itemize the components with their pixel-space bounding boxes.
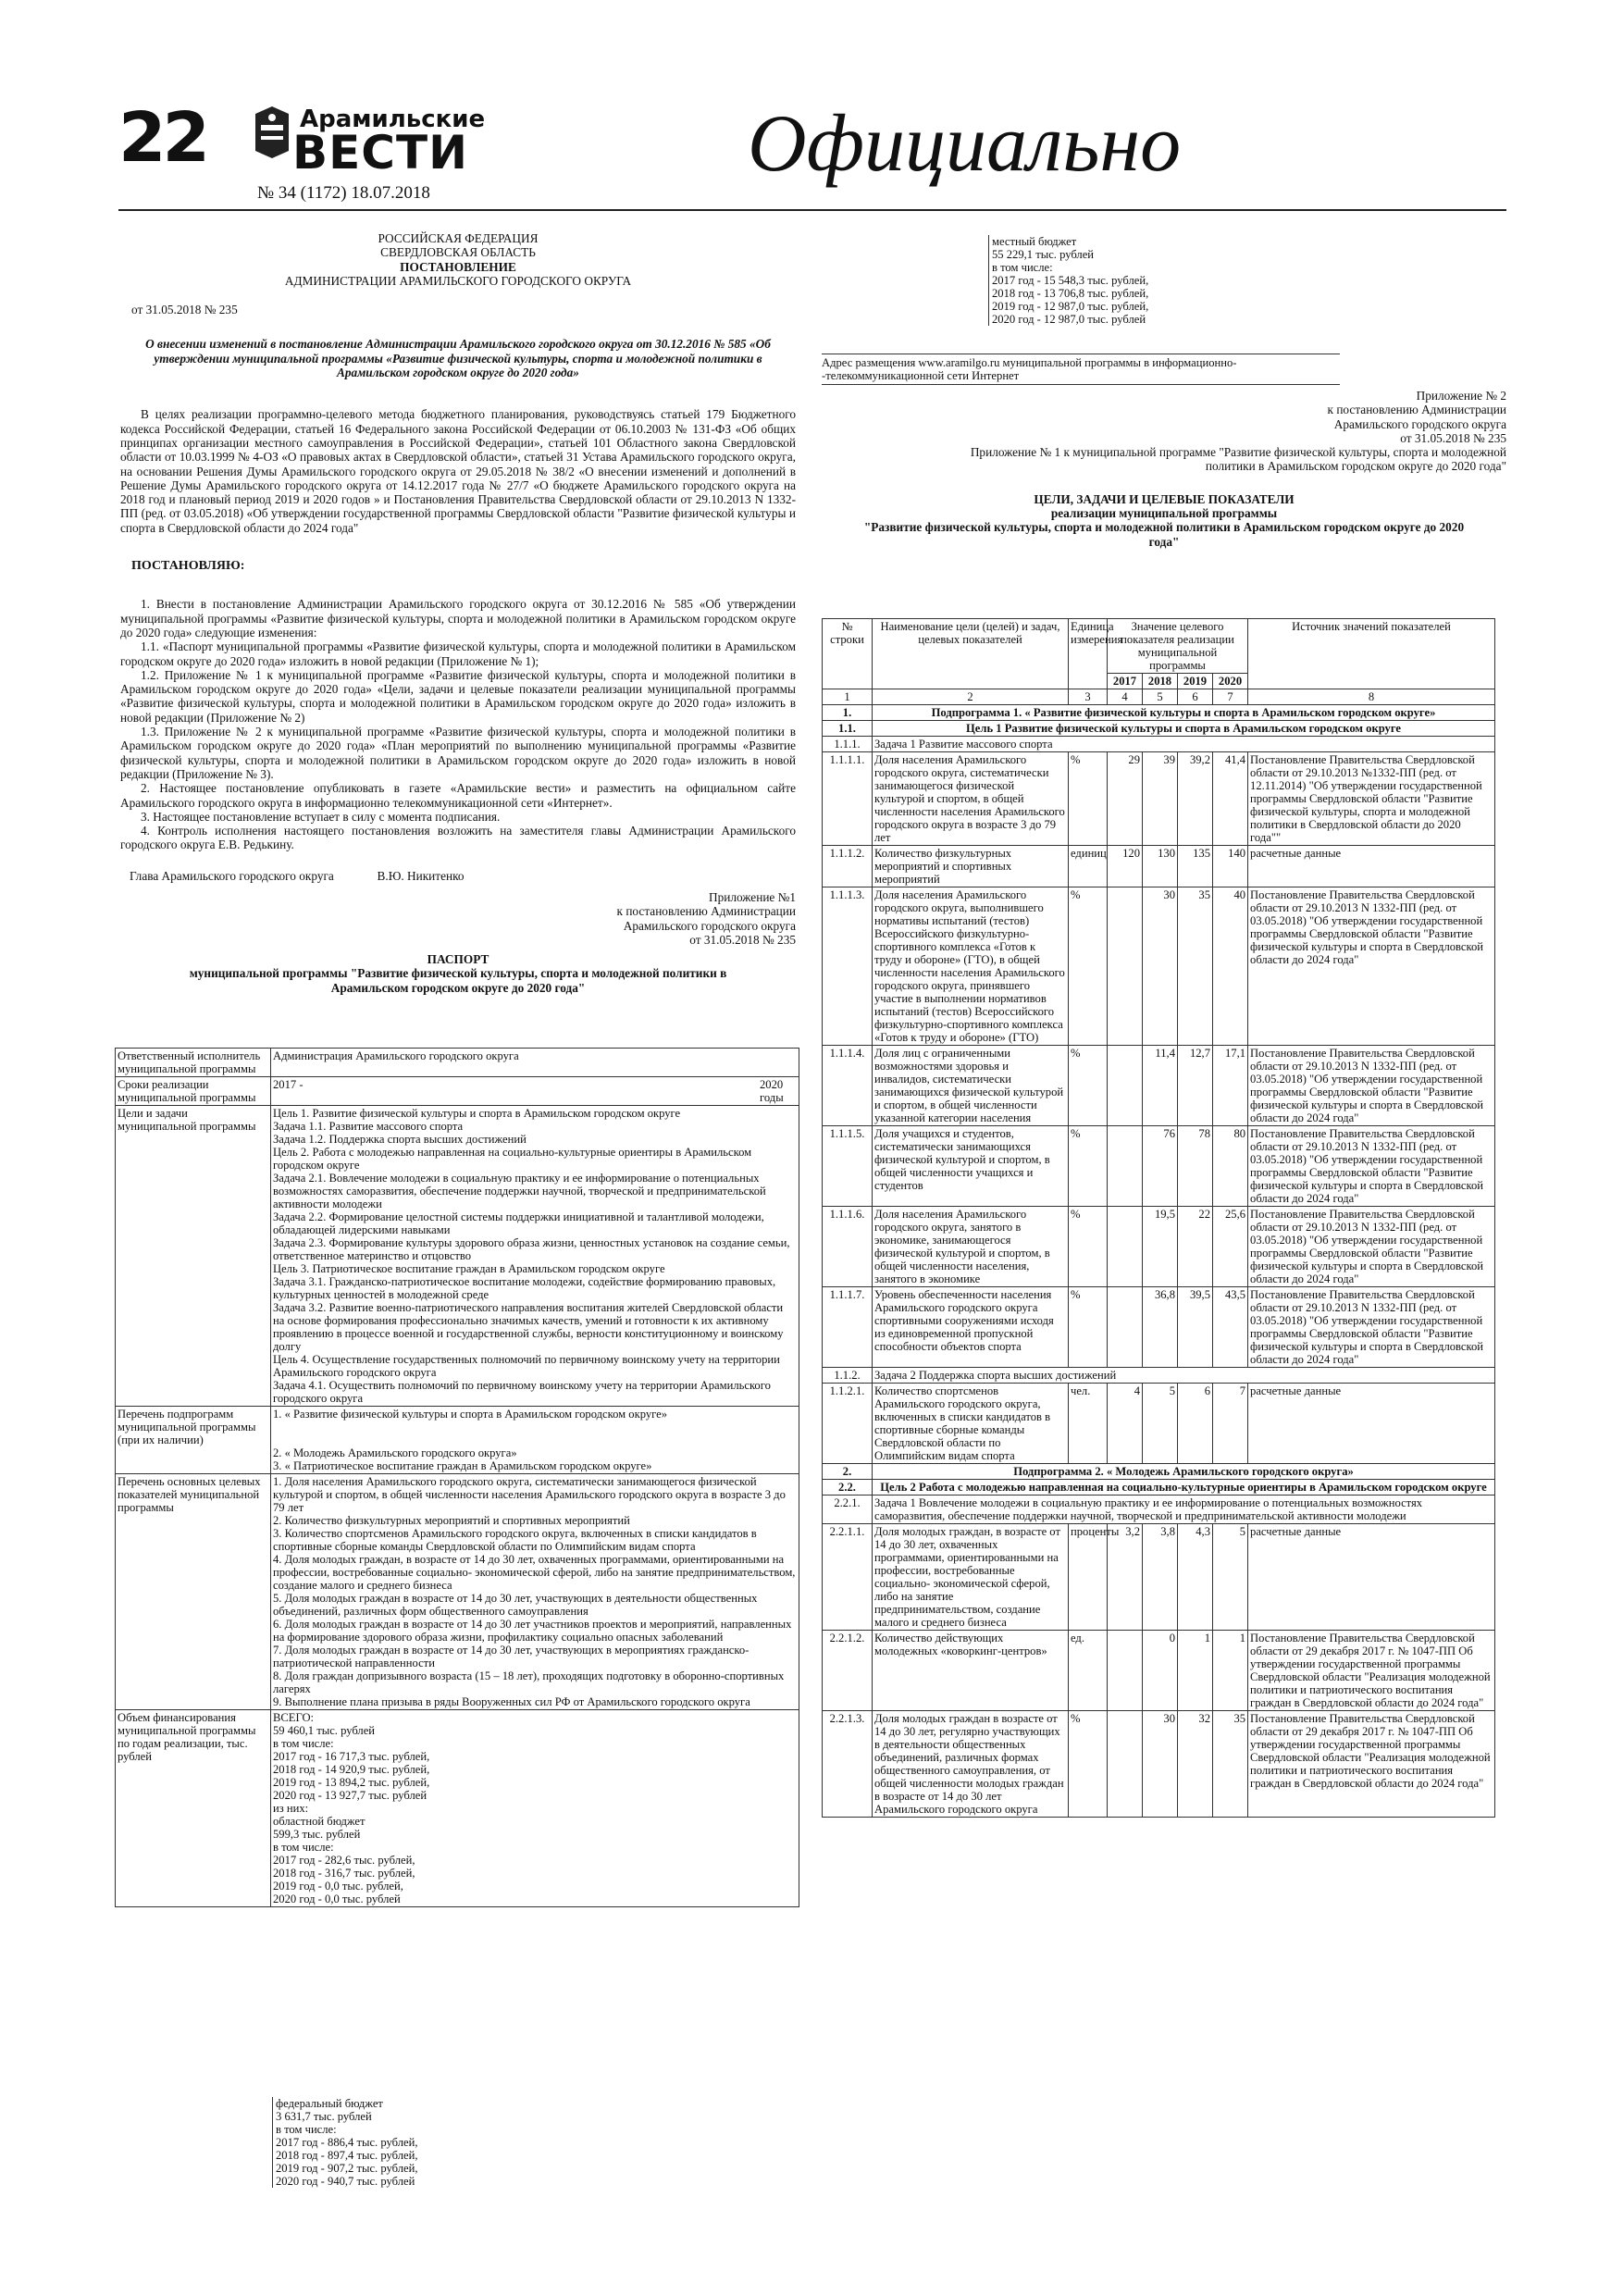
row-number: 1.1.1.3. bbox=[823, 887, 873, 1046]
decree-item: 1.3. Приложение № 2 к муниципальной программе «Развитие физической культуры, спорта и молодежной политики в Арамильском городском округе до 2020 года» «План мероприятий по выполнению муниципальной программы «Развитие физической культуры, спорта и молодежной политики в Арамильском городском округе до 2020 года» изложить в новой редакции (Приложение № 3). bbox=[120, 725, 796, 781]
decree bbox=[120, 231, 796, 995]
table-row bbox=[823, 1384, 1495, 1464]
appendix2 bbox=[822, 389, 1506, 549]
passport-term-start: 2017 - bbox=[273, 1078, 304, 1091]
row-number: 2.2.1.3. bbox=[823, 1711, 873, 1818]
decree-item: 1.2. Приложение № 1 к муниципальной программе «Развитие физической культуры, спорта и молодежной политики в Арамильском городском округе до 2020 года» «Цели, задачи и целевые показатели реализации муниципальной программы «Развитие физической культуры, спорта и молодежной политики в Арамильском городском округе до 2020 года» изложить в новой редакции (Приложение № 2) bbox=[120, 667, 796, 725]
decree-item: 2. Настоящее постановление опубликовать в газете «Арамильские вести» и разместить на официальном сайте Арамильского городского округа в информационно телекоммуникационной сети «Интернет». bbox=[120, 781, 796, 810]
table-row bbox=[823, 1711, 1495, 1818]
section-title: Официально bbox=[748, 99, 1182, 189]
indicator-name: Количество спортсменов Арамильского городского округа, включенных в списки кандидатов в спортивные сборные команды Свердловской области по Олимпийским видам спорта bbox=[873, 1384, 1069, 1464]
passport-federal-budget: федеральный бюджет 3 631,7 тыс. рублей в том числе: 2017 год - 886,4 тыс. рублей, 2018 год - 897,4 тыс. рублей, 2019 год - 907,2 тыс. рублей, 2020 год - 940,7 тыс. рублей bbox=[272, 2097, 803, 2188]
decree-resolve: ПОСТАНОВЛЯЮ: bbox=[131, 559, 245, 574]
indicator-value: 41,4 bbox=[1213, 752, 1248, 846]
indicator-unit: % bbox=[1069, 1207, 1108, 1287]
indicator-value: 1 bbox=[1178, 1631, 1213, 1711]
table-row bbox=[116, 1077, 799, 1106]
indicator-source: Постановление Правительства Свердловской области от 29.10.2013 N 1332-ПП (ред. от 03.05.2018) "Об утверждении государственной программы Свердловской области "Развитие физической культуры и спорта в Свердловской области до 2024 года" bbox=[1248, 887, 1495, 1046]
indicator-value bbox=[1108, 1711, 1143, 1818]
decree-item: 1. Внести в постановление Администрации Арамильского городского округа от 30.12.2016 № 585 «Об утверждении муниципальной программы «Развитие физической культуры, спорта и молодежной политики в Арамильском городском округе до 2020 года» следующие изменения: bbox=[120, 597, 796, 639]
row-task: Задача 1 Вовлечение молодежи в социальную практику и ее информирование о потенциальных возможностях саморазвития, обеспечение поддержки научной, творческой и предпринимательской активности молодежи bbox=[873, 1496, 1495, 1524]
logo-main-text: ВЕСТИ bbox=[292, 126, 468, 180]
indicator-unit: % bbox=[1069, 1046, 1108, 1126]
row-number: 1.1.2.1. bbox=[823, 1384, 873, 1464]
table-row bbox=[823, 1496, 1495, 1524]
indicator-unit: единиц bbox=[1069, 846, 1108, 887]
row-number: 1.1.1.6. bbox=[823, 1207, 873, 1287]
indicator-name: Доля населения Арамильского городского округа, систематически занимающегося физической культурой и спортом, в общей численности населения Арамильского городского округа в возрасте 3 до 79 лет bbox=[873, 752, 1069, 846]
table-row bbox=[823, 846, 1495, 887]
indicator-value bbox=[1108, 887, 1143, 1046]
row-number: 1.1.2. bbox=[823, 1368, 873, 1384]
table-row bbox=[823, 1631, 1495, 1711]
appendix1-subtitle: муниципальной программы "Развитие физической культуры, спорта и молодежной политики в Арамильском городском округе до 2020 года" bbox=[189, 966, 727, 995]
indicator-value: 39,2 bbox=[1178, 752, 1213, 846]
goals-table bbox=[822, 618, 1495, 1818]
decree-title: О внесении изменений в постановление Администрации Арамильского городского округа от 30.12.2016 № 585 «Об утверждении муниципальной программы «Развитие физической культуры, спорта и молодежной политики в Арамильском городском округе до 2020 года» bbox=[145, 337, 771, 380]
row-number: 2.2.1.1. bbox=[823, 1524, 873, 1631]
decree-header-2: СВЕРДЛОВСКАЯ ОБЛАСТЬ bbox=[380, 245, 536, 260]
indicator-value: 5 bbox=[1213, 1524, 1248, 1631]
indicator-value: 1 bbox=[1213, 1631, 1248, 1711]
issue-number: № 34 (1172) 18.07.2018 bbox=[257, 183, 430, 203]
row-task: Задача 2 Поддержка спорта высших достижений bbox=[873, 1368, 1495, 1384]
row-number: 1.1.1.2. bbox=[823, 846, 873, 887]
table-row bbox=[116, 1106, 799, 1407]
year-header: 2018 bbox=[1143, 674, 1178, 689]
indicator-name: Доля населения Арамильского городского округа, занятого в экономике, занимающегося физической культурой и спортом, в общей численности населения, занятого в экономике bbox=[873, 1207, 1069, 1287]
appendix1-title: ПАСПОРТ bbox=[427, 952, 489, 967]
indicator-value: 22 bbox=[1178, 1207, 1213, 1287]
indicator-value: 30 bbox=[1143, 887, 1178, 1046]
column-header: Значение целевого показателя реализации муниципальной программы bbox=[1108, 619, 1248, 674]
year-header: 2020 bbox=[1213, 674, 1248, 689]
table-row bbox=[823, 1480, 1495, 1496]
passport-value: Цель 1. Развитие физической культуры и спорта в Арамильском городском округе Задача 1.1. Развитие массового спорта Задача 1.2. Поддержка спорта высших достижений Цель 2. Работа с молодежью направленная на социально-культурные ориентиры в Арамильском городском округе Задача 2.1. Вовлечение молодежи в социальную практику и ее информирование о потенциальных возможностях саморазвития, обеспечение поддержки научной, творческой и предпринимательской активности молодежи Задача 2.2. Формирование целостной системы поддержки инициативной и талантливой молодежи, обладающей лидерскими навыками Задача 2.3. Формирование культуры здорового образа жизни, ценностных установок на создание семьи, ответственное материнство и отцовство Цель 3. Патриотическое воспитание граждан в Арамильском городском округе Задача 3.1. Гражданско-патриотическое воспитание молодежи, содействие формированию правовых, культурных ценностей в молодежной среде Задача 3.2. Развитие военно-патриотического направления воспитания жителей Свердловской области на основе формирования профессионально значимых качеств, умений и готовности к их активному проявлению в процессе военной и государственной службы, верности конституционному и воинскому долгу Цель 4. Осуществление государственных полномочий по первичному воинскому учету на территории Арамильского городского округа Задача 4.1. Осуществить полномочий по первичному воинскому учету на территории Арамильского городского округа bbox=[271, 1106, 799, 1407]
passport-term-end: 2020 годы bbox=[760, 1078, 784, 1104]
indicator-name: Доля молодых граждан, в возрасте от 14 до 30 лет, охваченных программами, ориентированными на профессии, востребованные социально- экономической сферой, либо на занятие предпринимательством, создание малого и среднего бизнеса bbox=[873, 1524, 1069, 1631]
indicator-value: 120 bbox=[1108, 846, 1143, 887]
column-number: 4 bbox=[1108, 689, 1143, 705]
table-row bbox=[823, 1046, 1495, 1126]
appendix2-header-2: Приложение № 1 к муниципальной программе "Развитие физической культуры, спорта и молодежной политики в Арамильском городском округе до 2020 года" bbox=[970, 445, 1506, 474]
signature-role: Глава Арамильского городского округа bbox=[130, 868, 334, 883]
decree-items bbox=[120, 597, 796, 851]
signature-name: В.Ю. Никитенко bbox=[377, 868, 465, 883]
decree-preamble: В целях реализации программно-целевого метода бюджетного планирования, руководствуясь статьей 179 Бюджетного кодекса Российской Федерации, статьей 16 Федерального закона Российской Федерации от 06.10.2003 № 131-ФЗ «Об общих принципах организации местного самоуправления в Российской Федерации», статьей 101 Областного закона Свердловской области от 10.03.1999 № 4-ОЗ «О правовых актах в Свердловской области», статьей 31 Устава Арамильского городского округа, на основании Решения Думы Арамильского городского округа от 29.05.2018 № 38/2 «О внесении изменений и дополнений в Решение Думы Арамильского городского округа от 14.12.2017 года № 27/7 «О бюджете Арамильского городского округа на 2018 год и плановый период 2019 и 2020 годов » и Постановления Правительства Свердловской области от 29.10.2013 N 1332-ПП (ред. от 03.05.2018) «Об утверждении государственной программы Свердловской области "Развитие физической культуры и спорта в Свердловской области до 2024 года" bbox=[120, 407, 796, 535]
column-number: 7 bbox=[1213, 689, 1248, 705]
indicator-name: Доля учащихся и студентов, систематически занимающихся физической культурой и спортом, в общей численности учащихся и студентов bbox=[873, 1126, 1069, 1207]
passport-value bbox=[271, 1077, 799, 1106]
decree-date: от 31.05.2018 № 235 bbox=[131, 303, 238, 317]
passport-label: Перечень подпрограмм муниципальной программы (при их наличии) bbox=[116, 1407, 271, 1474]
year-header: 2017 bbox=[1108, 674, 1143, 689]
indicator-value: 4 bbox=[1108, 1384, 1143, 1464]
column-header: № строки bbox=[823, 619, 873, 689]
row-heading: Цель 2 Работа с молодежью направленная на социально-культурные ориентиры в Арамильском городском округе bbox=[873, 1480, 1495, 1496]
indicator-value: 11,4 bbox=[1143, 1046, 1178, 1126]
indicator-value: 3,2 bbox=[1108, 1524, 1143, 1631]
indicator-value bbox=[1108, 1207, 1143, 1287]
indicator-unit: % bbox=[1069, 1287, 1108, 1368]
indicator-value: 7 bbox=[1213, 1384, 1248, 1464]
row-heading: Подпрограмма 1. « Развитие физической культуры и спорта в Арамильском городском округе» bbox=[873, 705, 1495, 721]
appendix1-header: Приложение №1 к постановлению Администрации Арамильского городского округа от 31.05.2018 № 235 bbox=[616, 889, 796, 947]
decree-item: 4. Контроль исполнения настоящего постановления возложить на заместителя главы Администрации Арамильского городского округа Е.В. Редькину. bbox=[120, 824, 796, 852]
indicator-value: 3,8 bbox=[1143, 1524, 1178, 1631]
column-number: 5 bbox=[1143, 689, 1178, 705]
row-heading: Цель 1 Развитие физической культуры и спорта в Арамильском городском округе bbox=[873, 721, 1495, 737]
indicator-unit: % bbox=[1069, 1711, 1108, 1818]
passport-label: Ответственный исполнитель муниципальной программы bbox=[116, 1049, 271, 1077]
indicator-value: 40 bbox=[1213, 887, 1248, 1046]
row-number: 1.1.1.1. bbox=[823, 752, 873, 846]
passport-value: 1. Доля населения Арамильского городского округа, систематически занимающегося физической культурой и спортом, в общей численности населения Арамильского городского округа в возрасте 3 до 79 лет 2. Количество физкультурных мероприятий и спортивных мероприятий 3. Количество спортсменов Арамильского городского округа, включенных в списки кандидатов в спортивные сборные команды Свердловской области по Олимпийским видам спорта 4. Доля молодых граждан, в возрасте от 14 до 30 лет, охваченных программами, ориентированными на профессии, востребованные социально- экономической сферой, либо на занятие предпринимательством, создание малого и среднего бизнеса 5. Доля молодых граждан в возрасте от 14 до 30 лет, участвующих в деятельности общественных объединений, различных форм общественного самоуправления 6. Доля молодых граждан в возрасте от 14 до 30 лет участников проектов и мероприятий, направленных на формирование здорового образа жизни, профилактику социально опасных заболеваний 7. Доля молодых граждан в возрасте от 14 до 30 лет, участвующих в мероприятиях гражданско-патриотической направленности 8. Доля граждан допризывного возраста (15 – 18 лет), проходящих подготовку в оборонно-спортивных лагерях 9. Выполнение плана призыва в ряды Вооруженных сил РФ от Арамильского городского округа bbox=[271, 1474, 799, 1710]
indicator-value bbox=[1108, 1287, 1143, 1368]
logo-top-text: Арамильские bbox=[300, 105, 486, 133]
indicator-unit: % bbox=[1069, 887, 1108, 1046]
column-number: 8 bbox=[1248, 689, 1495, 705]
row-number: 2.2.1.2. bbox=[823, 1631, 873, 1711]
indicator-unit: % bbox=[1069, 752, 1108, 846]
table-row bbox=[116, 1407, 799, 1474]
row-number: 2.2.1. bbox=[823, 1496, 873, 1524]
page-number: 22 bbox=[118, 98, 206, 178]
indicator-value: 76 bbox=[1143, 1126, 1178, 1207]
indicator-value bbox=[1108, 1126, 1143, 1207]
year-header: 2019 bbox=[1178, 674, 1213, 689]
decree-header-4: АДМИНИСТРАЦИИ АРАМИЛЬСКОГО ГОРОДСКОГО ОКРУГА bbox=[284, 273, 632, 288]
passport-table bbox=[115, 1048, 799, 1907]
column-number: 2 bbox=[873, 689, 1069, 705]
row-number: 1.1.1.4. bbox=[823, 1046, 873, 1126]
row-number: 1.1.1. bbox=[823, 737, 873, 752]
row-number: 1.1.1.7. bbox=[823, 1287, 873, 1368]
table-header-row bbox=[823, 689, 1495, 705]
indicator-value: 6 bbox=[1178, 1384, 1213, 1464]
row-task: Задача 1 Развитие массового спорта bbox=[873, 737, 1495, 752]
indicator-source: Постановление Правительства Свердловской области от 29.10.2013 №1332-ПП (ред. от 12.11.2014) "Об утверждении государственной программы Свердловской области "Развитие физической культуры, спорта и молодежной политики в Свердловской области до 2020 года"" bbox=[1248, 752, 1495, 846]
indicator-value: 80 bbox=[1213, 1126, 1248, 1207]
indicator-value bbox=[1108, 1046, 1143, 1126]
indicator-value: 35 bbox=[1178, 887, 1213, 1046]
row-number: 1.1. bbox=[823, 721, 873, 737]
decree-header-1: РОССИЙСКАЯ ФЕДЕРАЦИЯ bbox=[378, 231, 539, 245]
indicator-source: расчетные данные bbox=[1248, 846, 1495, 887]
indicator-unit: ед. bbox=[1069, 1631, 1108, 1711]
row-number: 1. bbox=[823, 705, 873, 721]
table-row bbox=[823, 1287, 1495, 1368]
table-row bbox=[116, 1049, 799, 1077]
table-row bbox=[116, 1710, 799, 1907]
decree-header-3: ПОСТАНОВЛЕНИЕ bbox=[400, 259, 516, 274]
indicator-source: Постановление Правительства Свердловской области от 29.10.2013 N 1332-ПП (ред. от 03.05.2018) "Об утверждении государственной программы Свердловской области "Развитие физической культуры и спорта в Свердловской области до 2024 года" bbox=[1248, 1046, 1495, 1126]
indicator-value: 5 bbox=[1143, 1384, 1178, 1464]
indicator-value: 36,8 bbox=[1143, 1287, 1178, 1368]
indicator-value: 130 bbox=[1143, 846, 1178, 887]
indicator-source: Постановление Правительства Свердловской области от 29 декабря 2017 г. № 1047-ПП Об утверждении государственной программы Свердловской области "Реализация молодежной политики и патриотического воспитания граждан в Свердловской области до 2024 года" bbox=[1248, 1631, 1495, 1711]
appendix2-title-3: "Развитие физической культуры, спорта и молодежной политики в Арамильском городском округе до 2020 года" bbox=[863, 520, 1465, 549]
table-header-row bbox=[823, 619, 1495, 674]
indicator-name: Доля лиц с ограниченными возможностями здоровья и инвалидов, систематически занимающихся физической культурой и спортом, в общей численности указанной категории населения bbox=[873, 1046, 1069, 1126]
indicator-value: 39 bbox=[1143, 752, 1178, 846]
table-row bbox=[823, 1126, 1495, 1207]
decree-item: 3. Настоящее постановление вступает в силу с момента подписания. bbox=[141, 809, 501, 824]
passport-address: Адрес размещения www.aramilgo.ru муниципальной программы в информационно- -телекоммуникационной сети Интернет bbox=[822, 354, 1340, 385]
indicator-value: 135 bbox=[1178, 846, 1213, 887]
column-number: 3 bbox=[1069, 689, 1108, 705]
indicator-value: 12,7 bbox=[1178, 1046, 1213, 1126]
indicator-name: Количество физкультурных мероприятий и спортивных мероприятий bbox=[873, 846, 1069, 887]
column-header: Источник значений показателей bbox=[1248, 619, 1495, 689]
passport-label: Цели и задачи муниципальной программы bbox=[116, 1106, 271, 1407]
indicator-value bbox=[1108, 1631, 1143, 1711]
indicator-value: 32 bbox=[1178, 1711, 1213, 1818]
passport-label: Объем финансирования муниципальной программы по годам реализации, тыс. рублей bbox=[116, 1710, 271, 1907]
indicator-unit: % bbox=[1069, 1126, 1108, 1207]
table-row bbox=[823, 887, 1495, 1046]
indicator-name: Доля населения Арамильского городского округа, выполнившего нормативы испытаний (тестов) Всероссийского физкультурно-спортивного комплекса «Готов к труду и обороне» (ГТО), в общей численности населения Арамильского городского округа, принявшего участие в выполнении нормативов испытаний (тестов) Всероссийского физкультурно-спортивного комплекса «Готов к труду и обороне» (ГТО) bbox=[873, 887, 1069, 1046]
passport-value: ВСЕГО: 59 460,1 тыс. рублей в том числе: 2017 год - 16 717,3 тыс. рублей, 2018 год - 14 920,9 тыс. рублей, 2019 год - 13 894,2 тыс. рублей, 2020 год - 13 927,7 тыс. рублей из них: областной бюджет 599,3 тыс. рублей в том числе: 2017 год - 282,6 тыс. рублей, 2018 год - 316,7 тыс. рублей, 2019 год - 0,0 тыс. рублей, 2020 год - 0,0 тыс. рублей bbox=[271, 1710, 799, 1907]
indicator-value: 0 bbox=[1143, 1631, 1178, 1711]
row-number: 2. bbox=[823, 1464, 873, 1480]
city-crest-icon bbox=[254, 105, 291, 160]
indicator-value: 140 bbox=[1213, 846, 1248, 887]
passport-value: 1. « Развитие физической культуры и спорта в Арамильском городском округе» 2. « Молодежь Арамильского городского округа» 3. « Патриотическое воспитание граждан в Арамильском городском округе» bbox=[271, 1407, 799, 1474]
indicator-source: Постановление Правительства Свердловской области от 29.10.2013 N 1332-ПП (ред. от 03.05.2018) "Об утверждении государственной программы Свердловской области "Развитие физической культуры и спорта в Свердловской области до 2024 года" bbox=[1248, 1287, 1495, 1368]
indicator-value: 4,3 bbox=[1178, 1524, 1213, 1631]
indicator-value: 25,6 bbox=[1213, 1207, 1248, 1287]
passport-value: Администрация Арамильского городского округа bbox=[271, 1049, 799, 1077]
appendix2-title-2: реализации муниципальной программы bbox=[1050, 506, 1278, 521]
passport-label: Сроки реализации муниципальной программы bbox=[116, 1077, 271, 1106]
decree-item: 1.1. «Паспорт муниципальной программы «Развитие физической культуры, спорта и молодежной политики в Арамильском городском округе до 2020 года» изложить в новой редакции (Приложение № 1); bbox=[120, 639, 796, 668]
table-row bbox=[823, 752, 1495, 846]
indicator-value: 43,5 bbox=[1213, 1287, 1248, 1368]
appendix2-title-1: ЦЕЛИ, ЗАДАЧИ И ЦЕЛЕВЫЕ ПОКАЗАТЕЛИ bbox=[1034, 491, 1295, 506]
indicator-source: Постановление Правительства Свердловской области от 29.10.2013 N 1332-ПП (ред. от 03.05.2018) "Об утверждении государственной программы Свердловской области "Развитие физической культуры и спорта в Свердловской области до 2024 года" bbox=[1248, 1126, 1495, 1207]
column-number: 1 bbox=[823, 689, 873, 705]
signature bbox=[130, 869, 796, 883]
column-header: Единица измерения bbox=[1069, 619, 1108, 689]
row-number: 1.1.1.5. bbox=[823, 1126, 873, 1207]
indicator-value: 78 bbox=[1178, 1126, 1213, 1207]
indicator-value: 29 bbox=[1108, 752, 1143, 846]
indicator-unit: проценты bbox=[1069, 1524, 1108, 1631]
table-row bbox=[823, 1207, 1495, 1287]
indicator-value: 17,1 bbox=[1213, 1046, 1248, 1126]
indicator-source: расчетные данные bbox=[1248, 1524, 1495, 1631]
passport-label: Перечень основных целевых показателей муниципальной программы bbox=[116, 1474, 271, 1710]
indicator-value: 30 bbox=[1143, 1711, 1178, 1818]
column-header: Наименование цели (целей) и задач, целевых показателей bbox=[873, 619, 1069, 689]
table-row bbox=[116, 1474, 799, 1710]
table-row bbox=[823, 1368, 1495, 1384]
indicator-value: 35 bbox=[1213, 1711, 1248, 1818]
row-number: 2.2. bbox=[823, 1480, 873, 1496]
indicator-name: Доля молодых граждан в возрасте от 14 до 30 лет, регулярно участвующих в деятельности общественных объединений, различных формах общественного самоуправления, от общей численности молодых граждан в возрасте от 14 до 30 лет Арамильского городского округа bbox=[873, 1711, 1069, 1818]
table-row bbox=[823, 1464, 1495, 1480]
goals-table-body bbox=[823, 705, 1495, 1818]
table-row bbox=[823, 705, 1495, 721]
indicator-unit: чел. bbox=[1069, 1384, 1108, 1464]
indicator-source: Постановление Правительства Свердловской области от 29 декабря 2017 г. № 1047-ПП Об утверждении государственной программы Свердловской области "Реализация молодежной политики и патриотического воспитания граждан в Свердловской области до 2024 года" bbox=[1248, 1711, 1495, 1818]
header-rule bbox=[118, 209, 1506, 211]
indicator-value: 39,5 bbox=[1178, 1287, 1213, 1368]
table-row bbox=[823, 1524, 1495, 1631]
indicator-name: Количество действующих молодежных «коворкинг-центров» bbox=[873, 1631, 1069, 1711]
indicator-value: 19,5 bbox=[1143, 1207, 1178, 1287]
table-row bbox=[823, 737, 1495, 752]
column-number: 6 bbox=[1178, 689, 1213, 705]
row-heading: Подпрограмма 2. « Молодежь Арамильского городского округа» bbox=[873, 1464, 1495, 1480]
passport-local-budget: местный бюджет 55 229,1 тыс. рублей в том числе: 2017 год - 15 548,3 тыс. рублей, 2018 год - 13 706,8 тыс. рублей, 2019 год - 12 987,0 тыс. рублей, 2020 год - 12 987,0 тыс. рублей bbox=[988, 235, 1214, 326]
indicator-source: Постановление Правительства Свердловской области от 29.10.2013 N 1332-ПП (ред. от 03.05.2018) "Об утверждении государственной программы Свердловской области "Развитие физической культуры и спорта в Свердловской области до 2024 года" bbox=[1248, 1207, 1495, 1287]
table-row bbox=[823, 721, 1495, 737]
indicator-source: расчетные данные bbox=[1248, 1384, 1495, 1464]
indicator-name: Уровень обеспеченности населения Арамильского городского округа спортивными сооружениями исходя из единовременной пропускной способности объектов спорта bbox=[873, 1287, 1069, 1368]
appendix2-header: Приложение № 2 к постановлению Администрации Арамильского городского округа от 31.05.2018 № 235 bbox=[1327, 389, 1506, 445]
